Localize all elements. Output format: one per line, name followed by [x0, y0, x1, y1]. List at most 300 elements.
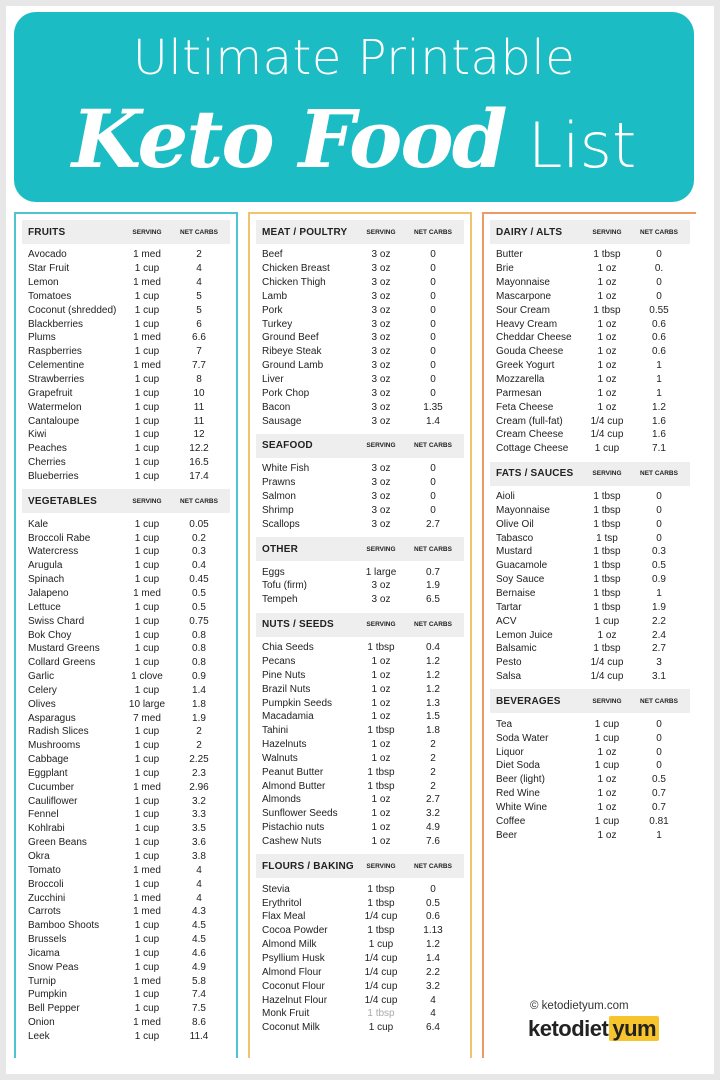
food-net-carbs: 4.9	[192, 961, 206, 973]
food-serving: 1 cup	[134, 532, 160, 544]
food-net-carbs: 2	[430, 780, 436, 792]
column-3	[482, 212, 696, 1058]
food-row	[22, 248, 230, 262]
food-net-carbs: 0	[430, 477, 436, 489]
food-row	[256, 248, 464, 262]
food-net-carbs: 4	[196, 878, 202, 890]
food-serving: 1 cup	[368, 1022, 394, 1034]
section-title: NUTS / SEEDS	[262, 619, 334, 631]
food-net-carbs: 0	[430, 387, 436, 399]
food-row	[256, 1021, 464, 1035]
section-fruits	[22, 220, 230, 483]
food-serving: 3 oz	[371, 477, 391, 489]
food-serving: 1 med	[133, 975, 161, 987]
food-name: Bernaise	[496, 587, 536, 599]
food-net-carbs: 4	[196, 263, 202, 275]
food-name: Greek Yogurt	[496, 360, 555, 372]
food-net-carbs: 4	[430, 1008, 436, 1020]
food-name: Carrots	[28, 906, 61, 918]
food-row	[22, 947, 230, 961]
section-dairy-alts	[490, 220, 690, 456]
food-net-carbs: 1.35	[423, 401, 443, 413]
food-net-carbs: 10	[193, 387, 205, 399]
food-net-carbs: 4	[430, 994, 436, 1006]
food-row	[22, 656, 230, 670]
food-serving: 1 oz	[597, 387, 617, 399]
food-row	[22, 345, 230, 359]
food-net-carbs: 2	[196, 249, 202, 261]
food-serving: 1 oz	[597, 746, 617, 758]
food-net-carbs: 1.9	[652, 601, 666, 613]
food-name: Guacamole	[496, 560, 548, 572]
net-carbs-header: NET CARBS	[414, 228, 452, 236]
title-line-2	[14, 94, 694, 191]
food-row	[490, 386, 690, 400]
food-serving: 1 tbsp	[593, 643, 621, 655]
food-name: Pistachio nuts	[262, 822, 325, 834]
food-name: Turnip	[28, 975, 56, 987]
food-row	[22, 933, 230, 947]
food-serving: 1/4 cup	[364, 966, 398, 978]
food-row	[256, 882, 464, 896]
food-row	[22, 767, 230, 781]
food-row	[256, 696, 464, 710]
food-name: Cocoa Powder	[262, 925, 328, 937]
food-serving: 1/4 cup	[590, 671, 624, 683]
food-name: Kale	[28, 518, 49, 530]
food-row	[256, 290, 464, 304]
food-row	[22, 414, 230, 428]
food-row	[22, 545, 230, 559]
food-serving: 1 oz	[371, 808, 391, 820]
food-net-carbs: 1.9	[192, 712, 206, 724]
food-net-carbs: 7.4	[192, 989, 206, 1001]
food-serving: 1/4 cup	[364, 953, 398, 965]
food-name: Spinach	[28, 574, 65, 586]
food-serving: 3 oz	[371, 318, 391, 330]
food-row	[22, 822, 230, 836]
food-net-carbs: 6.5	[426, 594, 440, 606]
food-name: Butter	[496, 249, 523, 261]
food-name: Soy Sauce	[496, 574, 545, 586]
food-row	[490, 628, 690, 642]
net-carbs-header: NET CARBS	[180, 497, 218, 505]
section-header	[256, 434, 464, 458]
food-row	[22, 725, 230, 739]
food-serving: 1 cup	[134, 767, 160, 779]
food-row	[256, 821, 464, 835]
food-row	[490, 290, 690, 304]
food-name: Brazil Nuts	[262, 683, 311, 695]
food-name: Flax Meal	[262, 911, 306, 923]
food-name: Bacon	[262, 401, 291, 413]
food-row	[22, 614, 230, 628]
food-net-carbs: 1.5	[426, 711, 440, 723]
food-net-carbs: 0	[656, 718, 662, 730]
food-net-carbs: 0.45	[189, 574, 209, 586]
food-name: Celementine	[28, 360, 85, 372]
food-net-carbs: 2	[430, 739, 436, 751]
food-name: Almond Milk	[262, 939, 317, 951]
food-serving: 1 cup	[134, 546, 160, 558]
food-name: Watercress	[28, 546, 79, 558]
food-serving: 1 oz	[597, 277, 617, 289]
food-serving: 1 cup	[134, 961, 160, 973]
food-serving: 3 oz	[371, 304, 391, 316]
food-net-carbs: 2.7	[426, 518, 440, 530]
food-net-carbs: 3.2	[426, 808, 440, 820]
food-row	[256, 462, 464, 476]
food-row	[22, 1016, 230, 1030]
food-row	[256, 317, 464, 331]
food-net-carbs: 1	[656, 587, 662, 599]
section-title: FATS / SAUCES	[496, 468, 574, 480]
food-net-carbs: 6	[196, 318, 202, 330]
food-serving: 1 cup	[594, 718, 620, 730]
food-serving: 1 tbsp	[367, 883, 395, 895]
food-row	[256, 345, 464, 359]
food-serving: 1 cup	[134, 1030, 160, 1042]
food-name: Mushrooms	[28, 740, 81, 752]
food-row	[256, 910, 464, 924]
food-net-carbs: 8	[196, 374, 202, 386]
food-net-carbs: 3.6	[192, 837, 206, 849]
food-name: Erythritol	[262, 897, 302, 909]
food-serving: 1/4 cup	[364, 911, 398, 923]
food-row	[22, 573, 230, 587]
food-row	[490, 773, 690, 787]
food-serving: 1 oz	[597, 263, 617, 275]
food-name: Mascarpone	[496, 290, 552, 302]
serving-header: SERVING	[366, 228, 396, 236]
food-row	[256, 1007, 464, 1021]
food-row	[22, 428, 230, 442]
food-name: Swiss Chard	[28, 615, 85, 627]
food-serving: 1 oz	[597, 346, 617, 358]
food-net-carbs: 1	[656, 387, 662, 399]
section-header	[256, 220, 464, 244]
food-net-carbs: 2	[430, 752, 436, 764]
serving-header: SERVING	[366, 621, 396, 629]
food-name: Bell Pepper	[28, 1003, 80, 1015]
food-net-carbs: 1.2	[426, 655, 440, 667]
food-name: Pork Chop	[262, 387, 310, 399]
food-row	[490, 787, 690, 801]
food-name: Bok Choy	[28, 629, 72, 641]
food-row	[22, 470, 230, 484]
serving-header: SERVING	[132, 497, 162, 505]
section-header	[22, 220, 230, 244]
food-row	[22, 891, 230, 905]
net-carbs-header: NET CARBS	[414, 442, 452, 450]
food-serving: 1 oz	[371, 655, 391, 667]
food-row	[22, 359, 230, 373]
food-name: Beer	[496, 829, 518, 841]
food-name: Kohlrabi	[28, 823, 65, 835]
food-row	[256, 979, 464, 993]
food-row	[490, 517, 690, 531]
serving-header: SERVING	[366, 545, 396, 553]
food-name: Balsamic	[496, 643, 537, 655]
food-name: Tahini	[262, 725, 289, 737]
food-row	[22, 808, 230, 822]
section-title: SEAFOOD	[262, 440, 313, 452]
food-net-carbs: 0.8	[192, 643, 206, 655]
food-row	[256, 373, 464, 387]
food-serving: 1 large	[365, 566, 397, 578]
food-net-carbs: 0	[430, 249, 436, 261]
food-name: Leek	[28, 1030, 50, 1042]
food-net-carbs: 0	[430, 318, 436, 330]
food-row	[490, 828, 690, 842]
food-net-carbs: 2.7	[652, 643, 666, 655]
food-name: Lemon Juice	[496, 629, 553, 641]
net-carbs-header: NET CARBS	[640, 697, 678, 705]
section-header	[22, 489, 230, 513]
food-serving: 10 large	[128, 698, 166, 710]
food-row	[22, 780, 230, 794]
column-1	[14, 212, 238, 1058]
food-row	[490, 670, 690, 684]
food-name: Pork	[262, 304, 283, 316]
food-net-carbs: 0.5	[426, 897, 440, 909]
food-row	[256, 896, 464, 910]
brand-logo	[528, 1016, 659, 1042]
food-serving: 3 oz	[371, 580, 391, 592]
food-row	[22, 877, 230, 891]
food-net-carbs: 4.3	[192, 906, 206, 918]
food-serving: 3 oz	[371, 346, 391, 358]
food-name: Hazelnuts	[262, 739, 307, 751]
food-net-carbs: 6.6	[192, 332, 206, 344]
food-serving: 1 cup	[134, 263, 160, 275]
food-net-carbs: 0.75	[189, 615, 209, 627]
food-net-carbs: 3.5	[192, 823, 206, 835]
food-serving: 1 oz	[597, 332, 617, 344]
section-nuts-seeds	[256, 613, 464, 849]
section-beverages	[490, 689, 690, 842]
food-serving: 1 cup	[594, 443, 620, 455]
food-serving: 3 oz	[371, 332, 391, 344]
food-row	[256, 710, 464, 724]
food-name: Chia Seeds	[262, 642, 314, 654]
food-row	[490, 373, 690, 387]
food-name: Cherries	[28, 457, 66, 469]
food-serving: 3 oz	[371, 277, 391, 289]
food-row	[22, 456, 230, 470]
food-serving: 1 tsp	[596, 532, 618, 544]
food-row	[22, 711, 230, 725]
food-row	[490, 490, 690, 504]
food-row	[22, 600, 230, 614]
food-net-carbs: 7.1	[652, 443, 666, 455]
food-serving: 1 tbsp	[593, 518, 621, 530]
food-net-carbs: 0	[656, 732, 662, 744]
section-title: DAIRY / ALTS	[496, 226, 563, 238]
food-serving: 1/4 cup	[364, 980, 398, 992]
net-carbs-header: NET CARBS	[640, 470, 678, 478]
food-net-carbs: 0.	[654, 263, 664, 275]
food-name: Tofu (firm)	[262, 580, 307, 592]
food-net-carbs: 1.4	[426, 953, 440, 965]
food-row	[256, 779, 464, 793]
food-name: Lettuce	[28, 601, 61, 613]
food-net-carbs: 12	[193, 429, 205, 441]
food-serving: 1 cup	[134, 518, 160, 530]
food-name: Liver	[262, 374, 284, 386]
food-row	[22, 739, 230, 753]
section-other	[256, 537, 464, 607]
food-row	[256, 938, 464, 952]
food-row	[22, 1030, 230, 1044]
food-serving: 1 cup	[134, 878, 160, 890]
food-name: Olive Oil	[496, 518, 534, 530]
food-serving: 3 oz	[371, 518, 391, 530]
food-serving: 1 cup	[134, 290, 160, 302]
food-name: Cucumber	[28, 781, 75, 793]
food-serving: 1 cup	[134, 304, 160, 316]
food-name: Onion	[28, 1017, 55, 1029]
food-serving: 1 oz	[597, 629, 617, 641]
food-row	[490, 531, 690, 545]
food-serving: 1 cup	[134, 643, 160, 655]
food-name: Beef	[262, 249, 283, 261]
food-name: Tartar	[496, 601, 522, 613]
food-serving: 1 cup	[134, 443, 160, 455]
food-row	[22, 988, 230, 1002]
food-net-carbs: 7.5	[192, 1003, 206, 1015]
food-row	[490, 745, 690, 759]
food-serving: 1 cup	[594, 615, 620, 627]
food-serving: 1 med	[133, 892, 161, 904]
serving-header: SERVING	[366, 862, 396, 870]
section-seafood	[256, 434, 464, 531]
section-fats-sauces	[490, 462, 690, 684]
food-row	[22, 905, 230, 919]
section-title: FLOURS / BAKING	[262, 860, 354, 872]
food-serving: 1 med	[133, 587, 161, 599]
food-serving: 1 cup	[134, 740, 160, 752]
food-serving: 1/4 cup	[364, 994, 398, 1006]
food-row	[22, 559, 230, 573]
serving-header: SERVING	[132, 228, 162, 236]
food-serving: 1 cup	[134, 615, 160, 627]
food-name: Almond Flour	[262, 966, 322, 978]
food-serving: 1 cup	[134, 684, 160, 696]
food-net-carbs: 0.7	[652, 801, 666, 813]
food-serving: 1 cup	[134, 457, 160, 469]
food-row	[256, 793, 464, 807]
food-net-carbs: 0.05	[189, 518, 209, 530]
food-serving: 1 oz	[371, 711, 391, 723]
food-row	[256, 331, 464, 345]
net-carbs-header: NET CARBS	[640, 228, 678, 236]
food-name: Diet Soda	[496, 760, 540, 772]
food-serving: 1 oz	[597, 318, 617, 330]
food-row	[256, 655, 464, 669]
food-name: Brie	[496, 263, 514, 275]
food-net-carbs: 0.8	[192, 657, 206, 669]
food-row	[256, 641, 464, 655]
food-name: Sunflower Seeds	[262, 808, 338, 820]
food-serving: 3 oz	[371, 290, 391, 302]
food-name: Blueberries	[28, 470, 79, 482]
food-row	[490, 504, 690, 518]
food-name: Pumpkin Seeds	[262, 697, 333, 709]
food-serving: 1 cup	[134, 657, 160, 669]
food-serving: 3 oz	[371, 401, 391, 413]
food-row	[256, 993, 464, 1007]
section-header	[490, 689, 690, 713]
food-net-carbs: 0	[430, 374, 436, 386]
food-name: Watermelon	[28, 401, 82, 413]
food-serving: 1/4 cup	[590, 657, 624, 669]
food-row	[490, 317, 690, 331]
food-name: Liquor	[496, 746, 524, 758]
food-row	[490, 345, 690, 359]
food-row	[22, 1002, 230, 1016]
food-row	[490, 587, 690, 601]
section-title: FRUITS	[28, 226, 66, 238]
food-net-carbs: 3.3	[192, 809, 206, 821]
food-name: Walnuts	[262, 752, 298, 764]
food-serving: 1 cup	[134, 934, 160, 946]
food-row	[256, 262, 464, 276]
food-serving: 1 oz	[597, 290, 617, 302]
food-name: Arugula	[28, 560, 63, 572]
food-net-carbs: 2.2	[652, 615, 666, 627]
serving-header: SERVING	[592, 470, 622, 478]
food-serving: 1 oz	[371, 794, 391, 806]
food-row	[490, 814, 690, 828]
food-name: Turkey	[262, 318, 293, 330]
food-name: Psyllium Husk	[262, 953, 325, 965]
food-row	[490, 303, 690, 317]
food-name: Broccoli Rabe	[28, 532, 91, 544]
food-name: Jalapeno	[28, 587, 69, 599]
food-net-carbs: 1	[656, 374, 662, 386]
food-row	[490, 248, 690, 262]
food-name: Sour Cream	[496, 304, 550, 316]
food-name: Heavy Cream	[496, 318, 558, 330]
food-net-carbs: 1.6	[652, 429, 666, 441]
food-row	[256, 924, 464, 938]
food-serving: 1 tbsp	[593, 601, 621, 613]
serving-header: SERVING	[592, 228, 622, 236]
food-net-carbs: 6.4	[426, 1022, 440, 1034]
food-serving: 7 med	[133, 712, 161, 724]
food-row	[256, 765, 464, 779]
food-name: Celery	[28, 684, 57, 696]
food-net-carbs: 1.2	[426, 669, 440, 681]
food-name: Aioli	[496, 491, 515, 503]
food-row	[22, 919, 230, 933]
food-row	[22, 331, 230, 345]
food-net-carbs: 0.8	[192, 629, 206, 641]
food-serving: 1 med	[133, 864, 161, 876]
section-flours-baking	[256, 854, 464, 1034]
food-name: Jicama	[28, 947, 60, 959]
food-net-carbs: 1.4	[426, 415, 440, 427]
food-net-carbs: 3.2	[426, 980, 440, 992]
food-name: Coconut Milk	[262, 1022, 320, 1034]
section-title: OTHER	[262, 543, 298, 555]
food-row	[256, 724, 464, 738]
food-net-carbs: 2.25	[189, 754, 209, 766]
food-serving: 1 cup	[134, 809, 160, 821]
food-serving: 1 cup	[134, 346, 160, 358]
food-row	[256, 414, 464, 428]
